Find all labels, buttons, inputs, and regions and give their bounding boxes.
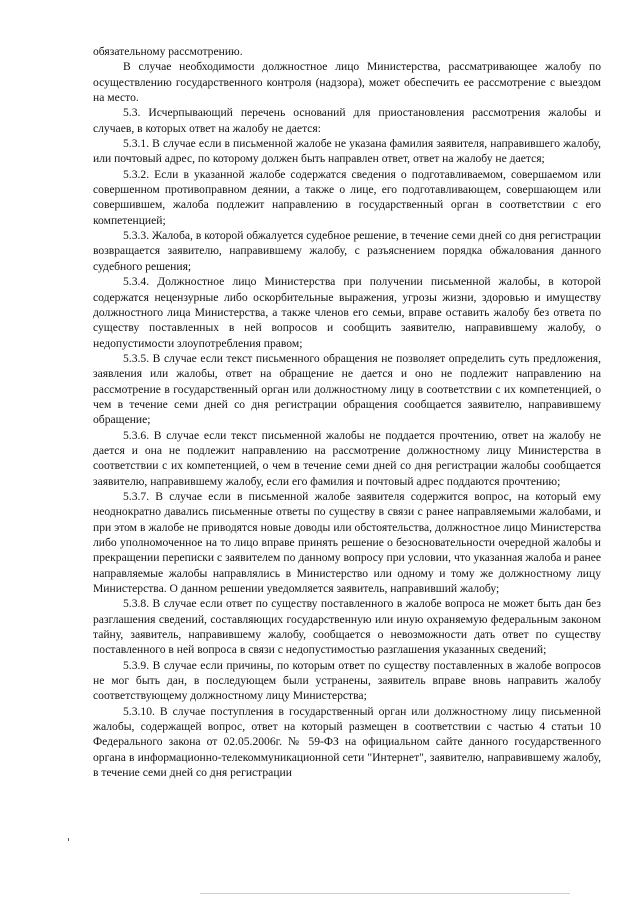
paragraph-5-3: 5.3. Исчерпывающий перечень оснований для приостановления рассмотрения жалобы и случаев, в которых ответ на жалобу не дается: [93, 106, 601, 135]
paragraph-onsite-review: В случае необходимости должностное лицо Министерства, рассматривающее жалобу по осуществлению государственного контроля (надзора), может обеспечить ее рассмотрение с выездом на место. [93, 60, 601, 105]
paragraph-5-3-9: 5.3.9. В случае если причины, по которым ответ по существу поставленных в жалобе вопросов не мог быть дан, в последующем были устранены, заявитель вправе вновь направить жалобу соответствующему должностному лицу Министерства; [93, 658, 601, 703]
scan-margin-mark [68, 838, 69, 841]
paragraph-continuation: обязательному рассмотрению. [93, 45, 243, 58]
paragraph-5-3-2: 5.3.2. Если в указанной жалобе содержатся сведения о подготавливаемом, совершаемом или совершенном противоправном деянии, а также о лице, его подготавливающем, совершающем или совершившем, жалоба подлежит направлению в государственный орган в соответствии с его компетенцией; [93, 167, 601, 227]
paragraph-5-3-10: 5.3.10. В случае поступления в государственный орган или должностному лицу письменной жалобы, содержащей вопрос, ответ на который размещен в соответствии с частью 4 статьи 10 Федерального закона от 02.05.2006г. № 59-ФЗ на официальном сайте данного государственного органа в информационно-телекоммуникационной сети "Интернет", заявителю, направившему жалобу, в течение семи дней со дня регистрации [93, 704, 601, 780]
scan-bottom-edge [200, 893, 570, 894]
paragraph-5-3-6: 5.3.6. В случае если текст письменной жалобы не поддается прочтению, ответ на жалобу не дается и она не подлежит направлению на рассмотрение должностному лицу Министерства в соответствии с их компетенцией, о чем в течение семи дней со дня регистрации жалобы сообщается заявителю, направившему жалобу, если его фамилия и почтовый адрес поддаются прочтению; [93, 428, 601, 488]
paragraph-5-3-8: 5.3.8. В случае если ответ по существу поставленного в жалобе вопроса не может быть дан без разглашения сведений, составляющих государственную или иную охраняемую федеральным законом тайну, заявитель, направившему жалобу, сообщается о невозможности дать ответ по существу поставленного в ней вопроса в связи с недопустимостью разглашения указанных сведений; [93, 597, 601, 657]
paragraph-5-3-7: 5.3.7. В случае если в письменной жалобе заявителя содержится вопрос, на который ему неоднократно давались письменные ответы по существу в связи с ранее направляемыми жалобами, и при этом в жалобе не приводятся новые доводы или обстоятельства, должностное лицо Министерства либо уполномоченное на то лицо вправе принять решение о безосновательности очередной жалобы и прекращении переписки с заявителем по данному вопросу при условии, что указанная жалоба и ранее направляемые жалобы направлялись в Министерство или одному и тому же должностному лицу Министерства. О данном решении уведомляется заявитель, направивший жалобу; [93, 489, 601, 596]
paragraph-5-3-5: 5.3.5. В случае если текст письменного обращения не позволяет определить суть предложения, заявления или жалобы, ответ на обращение не дается и оно не подлежит направлению на рассмотрение в государственный орган или должностному лицу в соответствии с их компетенцией, о чем в течение семи дней со дня регистрации обращения сообщается заявителю, направившему обращение; [93, 351, 601, 427]
paragraph-5-3-3: 5.3.3. Жалоба, в которой обжалуется судебное решение, в течение семи дней со дня регистрации возвращается заявителю, направившему жалобу, с разъяснением порядка обжалования данного судебного решения; [93, 229, 601, 273]
paragraph-5-3-4: 5.3.4. Должностное лицо Министерства при получении письменной жалобы, в которой содержатся нецензурные либо оскорбительные выражения, угрозы жизни, здоровью и имуществу должностного лица Министерства, а также членов его семьи, вправе оставить жалобу без ответа по существу поставленных в ней вопросов и сообщить заявителю, направившему жалобу, о недопустимости злоупотребления правом; [93, 275, 601, 350]
paragraph-5-3-1: 5.3.1. В случае если в письменной жалобе не указана фамилия заявителя, направившего жалобу, или почтовый адрес, по которому должен быть направлен ответ, ответ на жалобу не дается; [93, 137, 601, 166]
document-body [93, 44, 601, 781]
